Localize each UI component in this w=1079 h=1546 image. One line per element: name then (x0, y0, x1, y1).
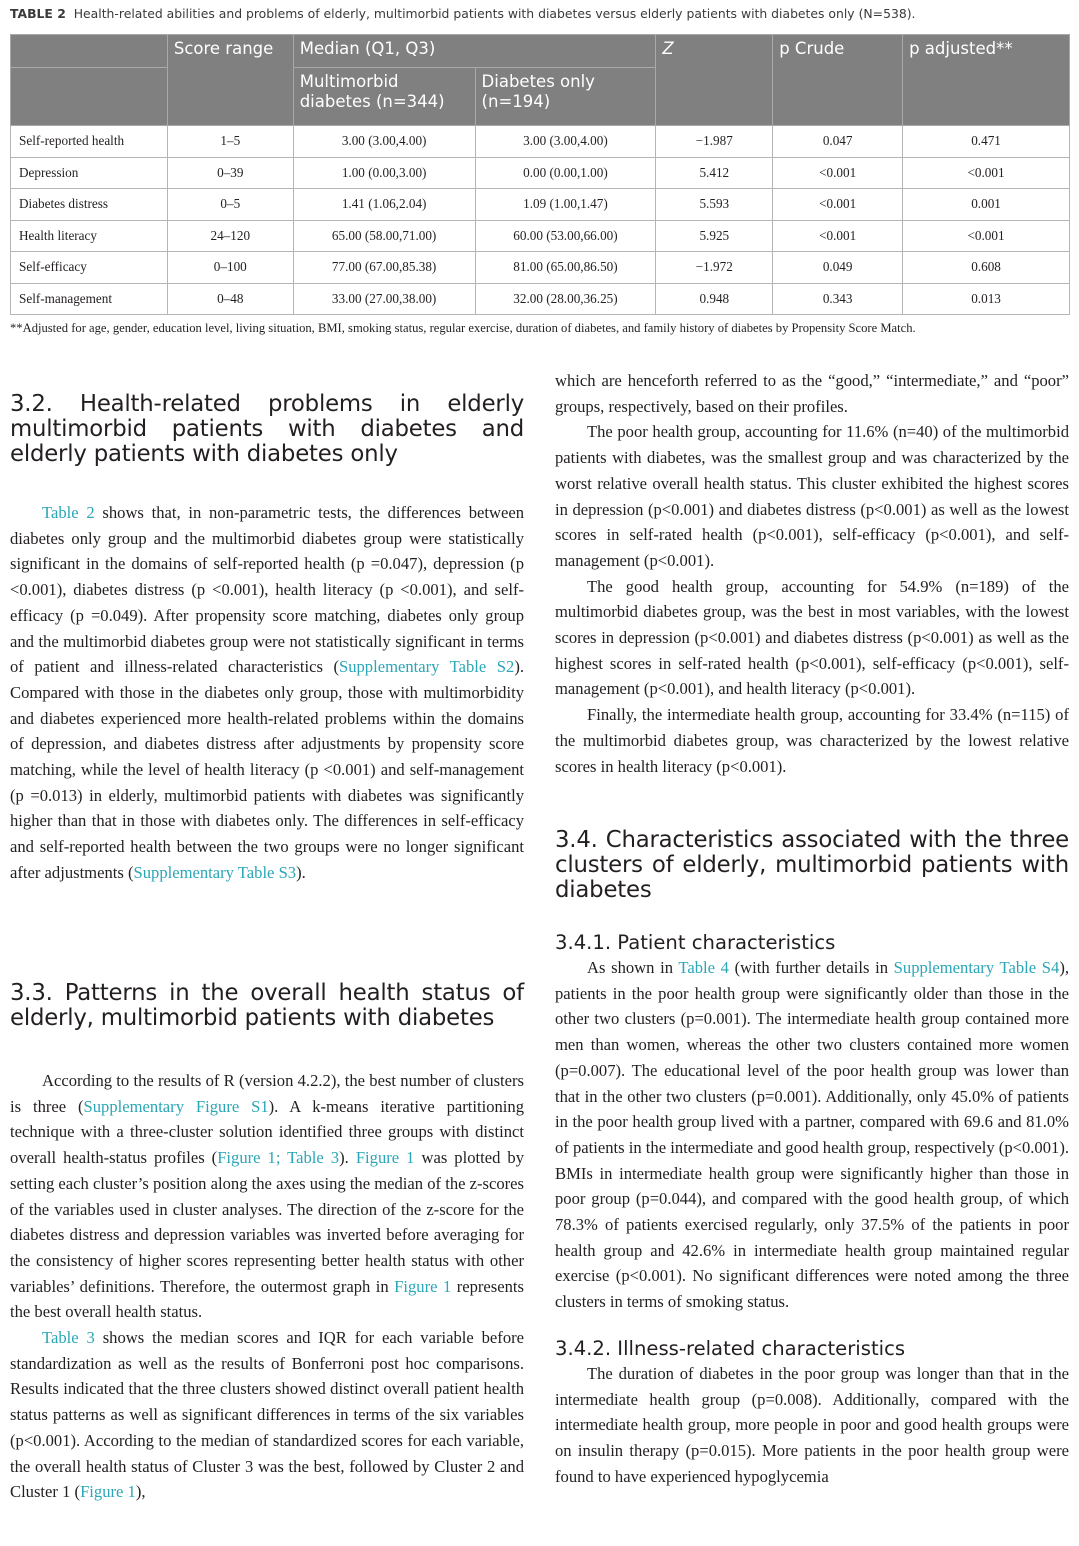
cell-z: 0.948 (656, 283, 773, 315)
cell-range: 24–120 (167, 220, 293, 252)
cell-p-crude: 0.049 (773, 252, 903, 284)
header-diabetes-only: Diabetes only (n=194) (475, 68, 656, 126)
cell-z: 5.925 (656, 220, 773, 252)
cell-multimorbid: 1.00 (0.00,3.00) (293, 157, 475, 189)
cell-range: 0–48 (167, 283, 293, 315)
link-supplementary-table-s4[interactable]: Supplementary Table S4 (893, 958, 1060, 977)
link-supplementary-figure-s1[interactable]: Supplementary Figure S1 (83, 1096, 269, 1116)
cell-p-crude: <0.001 (773, 157, 903, 189)
cell-z: 5.593 (656, 189, 773, 221)
link-table-2[interactable]: Table 2 (42, 503, 95, 522)
cell-multimorbid: 33.00 (27.00,38.00) (293, 283, 475, 315)
cell-variable: Self-reported health (11, 126, 168, 158)
cell-p-adjusted: 0.013 (903, 283, 1070, 315)
cell-z: −1.972 (656, 252, 773, 284)
header-p-adjusted: p adjusted** (903, 35, 1070, 126)
cell-variable: Health literacy (11, 220, 168, 252)
cell-p-adjusted: 0.471 (903, 126, 1070, 158)
section-3-3-paragraph-2: Table 3 shows the median scores and IQR for each variable before standardization as well as the results of Bonferroni post hoc comparisons. Results indicated that the three clusters showed distinct overall patient health status patterns as well as significant differences in terms of the six variables (p<0.001). According to the median of standardized scores for each variable, the overall health status of Cluster 3 was the best, followed by Cluster 2 and Cluster 1 (Figure 1), (10, 1328, 525, 1502)
cell-diabetes-only: 3.00 (3.00,4.00) (475, 126, 656, 158)
section-3-3-paragraph-1: According to the results of R (version 4.2.2), the best number of clusters is three (Supplementary Figure S1). A k-means iterative partitioning technique with a three-cluster solution identified three groups with distinct overall health-status profiles (Figure 1; Table 3). Figure 1 was plotted by setting each cluster’s position along the axes using the median of the z-scores of the variables used in cluster analyses. The direction of the z-score for the diabetes distress and depression variables was inverted before averaging for the consistency of higher scores representing better health status with other variables’ definitions. Therefore, the outermost graph in Figure 1 represents the best overall health status. (10, 1071, 524, 1322)
section-3-4-heading: 3.4. Characteristics associated with the three clusters of elderly, multimorbid patients with diabetes (555, 827, 1069, 903)
cell-diabetes-only: 32.00 (28.00,36.25) (475, 283, 656, 315)
cell-z: 5.412 (656, 157, 773, 189)
header-blank (11, 35, 168, 68)
section-3-4-1-paragraph: As shown in Table 4 (with further details in Supplementary Table S4), patients in the poor health group were significantly older than those in the other two clusters (p=0.001). The intermediate health group contained more men than women, whereas the other two clusters contained more women (p=0.007). The educational level of the poor health group was lower than that in the other two clusters (p=0.001). Additionally, only 45.0% of patients in the poor health group lived with a partner, compared with 69.6 and 81.0% of patients in the intermediate and good health group, respectively (p<0.001). BMIs in intermediate health group were significantly higher than those in poor group (p=0.044), and compared with the good health group, of which 78.3% of patients exercised regularly, only 37.5% of the patients in poor health group and 42.6% in intermediate health group maintained regular exercise (p<0.001). No significant differences were noted among the three clusters in terms of smoking status. (555, 958, 1069, 1312)
link-supplementary-table-s2[interactable]: Supplementary Table S2 (338, 657, 515, 677)
section-3-3-continued (555, 368, 1069, 779)
cell-variable: Diabetes distress (11, 189, 168, 221)
good-group-paragraph: The good health group, accounting for 54.9% (n=189) of the multimorbid diabetes group, was the best in most variables, with the lowest scores in depression (p<0.001) and diabetes distress (p<0.001) as well as the highest scores in self-rated health (p<0.001), self-efficacy (p<0.001), self-management (p<0.001), and health literacy (p<0.001). (555, 576, 1069, 699)
section-3-2-paragraph: Table 2 shows that, in non-parametric tests, the differences between diabetes only group and the multimorbid diabetes group were statistically significant in the domains of self-reported health (p =0.047), depression (p <0.001), diabetes distress (p <0.001), health literacy (p <0.001), and self-efficacy (p =0.049). After propensity score matching, diabetes only group and the multimorbid diabetes group were not statistically significant in terms of patient and illness-related characteristics (Supplementary Table S2). Compared with those in the diabetes only group, those with multimorbidity and diabetes experienced more health-related problems within the domains of depression, and diabetes distress after adjustments by propensity score matching, while the level of health literacy (p <0.001) and self-management (p =0.013) in elderly, multimorbid patients with diabetes was significantly higher than that in those with diabetes only. The differences in self-efficacy and self-reported health between the two groups were no longer significant after adjustments (Supplementary Table S3). (10, 503, 524, 882)
table-caption-label: TABLE 2 (10, 6, 66, 21)
header-score-range: Score range (167, 35, 293, 126)
cell-variable: Self-efficacy (11, 252, 168, 284)
section-3-4-2-heading: 3.4.2. Illness-related characteristics (555, 1336, 906, 1360)
continued-paragraph: which are henceforth referred to as the “good,” “intermediate,” and “poor” groups, respectively, based on their profiles. (555, 371, 1069, 416)
section-3-2-heading: 3.2. Health-related problems in elderly multimorbid patients with diabetes and elderly patients with diabetes only (10, 391, 524, 467)
link-table-3[interactable]: Table 3 (42, 1328, 95, 1348)
intermediate-group-paragraph: Finally, the intermediate health group, accounting for 33.4% (n=115) of the multimorbid diabetes group, was characterized by the lowest relative scores in health literacy (p<0.001). (555, 705, 1069, 776)
table-row (11, 157, 1070, 189)
header-z: Z (656, 35, 773, 126)
cell-p-adjusted: <0.001 (903, 220, 1070, 252)
cell-diabetes-only: 0.00 (0.00,1.00) (475, 157, 656, 189)
section-3-3-heading: 3.3. Patterns in the overall health status of elderly, multimorbid patients with diabetes (10, 980, 524, 1031)
cell-p-adjusted: 0.608 (903, 252, 1070, 284)
cell-p-crude: <0.001 (773, 220, 903, 252)
table-footnote: **Adjusted for age, gender, education level, living situation, BMI, smoking status, regular exercise, duration of diabetes, and family history of diabetes by Propensity Score Match. (10, 321, 916, 335)
cell-multimorbid: 77.00 (67.00,85.38) (293, 252, 475, 284)
cell-p-crude: <0.001 (773, 189, 903, 221)
header-median: Median (Q1, Q3) (293, 35, 656, 68)
cell-multimorbid: 3.00 (3.00,4.00) (293, 126, 475, 158)
table-row (11, 283, 1070, 315)
cell-range: 1–5 (167, 126, 293, 158)
cell-p-crude: 0.047 (773, 126, 903, 158)
header-multimorbid: Multimorbid diabetes (n=344) (293, 68, 475, 126)
cell-z: −1.987 (656, 126, 773, 158)
cell-p-crude: 0.343 (773, 283, 903, 315)
cell-p-adjusted: 0.001 (903, 189, 1070, 221)
table-row (11, 126, 1070, 158)
cell-range: 0–39 (167, 157, 293, 189)
cell-range: 0–5 (167, 189, 293, 221)
cell-variable: Self-management (11, 283, 168, 315)
cell-diabetes-only: 1.09 (1.00,1.47) (475, 189, 656, 221)
section-3-4 (555, 828, 1069, 1489)
cell-range: 0–100 (167, 252, 293, 284)
cell-diabetes-only: 60.00 (53.00,66.00) (475, 220, 656, 252)
section-3-4-1-heading: 3.4.1. Patient characteristics (555, 931, 836, 954)
table-row (11, 252, 1070, 284)
link-supplementary-table-s3[interactable]: Supplementary Table S3 (133, 862, 297, 882)
poor-group-paragraph: The poor health group, accounting for 11.6% (n=40) of the multimorbid patients with diabetes, was the smallest group and was characterized by the worst relative overall health status. This cluster exhibited the highest scores in depression (p<0.001) and diabetes distress (p<0.001) as well as the lowest scores in self-rated health (p<0.001), self-efficacy (p<0.001), and self-management (p<0.001). (555, 422, 1069, 570)
link-table-4[interactable]: Table 4 (678, 958, 729, 977)
link-figure-1-table-3[interactable]: Figure 1; Table 3 (217, 1148, 340, 1168)
cell-p-adjusted: <0.001 (903, 157, 1070, 189)
link-figure-1[interactable]: Figure 1 (355, 1148, 415, 1168)
cell-variable: Depression (11, 157, 168, 189)
cell-diabetes-only: 81.00 (65.00,86.50) (475, 252, 656, 284)
link-figure-1-c[interactable]: Figure 1 (80, 1482, 136, 1502)
table-2 (10, 34, 1070, 315)
cell-multimorbid: 1.41 (1.06,2.04) (293, 189, 475, 221)
section-3-2 (10, 392, 524, 886)
table-caption (10, 6, 916, 21)
link-figure-1-b[interactable]: Figure 1 (394, 1276, 452, 1296)
header-blank-2 (11, 68, 168, 126)
table-caption-text: Health-related abilities and problems of elderly, multimorbid patients with diabetes versus elderly patients with diabetes only (N=538). (73, 6, 916, 21)
table-row (11, 189, 1070, 221)
table-row (11, 220, 1070, 252)
header-p-crude: p Crude (773, 35, 903, 126)
section-3-4-2-paragraph: The duration of diabetes in the poor group was longer than that in the intermediate health group (p=0.008). Additionally, compared with the intermediate health group, more people in poor and good health groups were on insulin therapy (p=0.015). More patients in the poor health group were found to have experienced hypoglycemia (555, 1363, 1069, 1486)
cell-multimorbid: 65.00 (58.00,71.00) (293, 220, 475, 252)
section-3-3 (10, 981, 524, 1505)
